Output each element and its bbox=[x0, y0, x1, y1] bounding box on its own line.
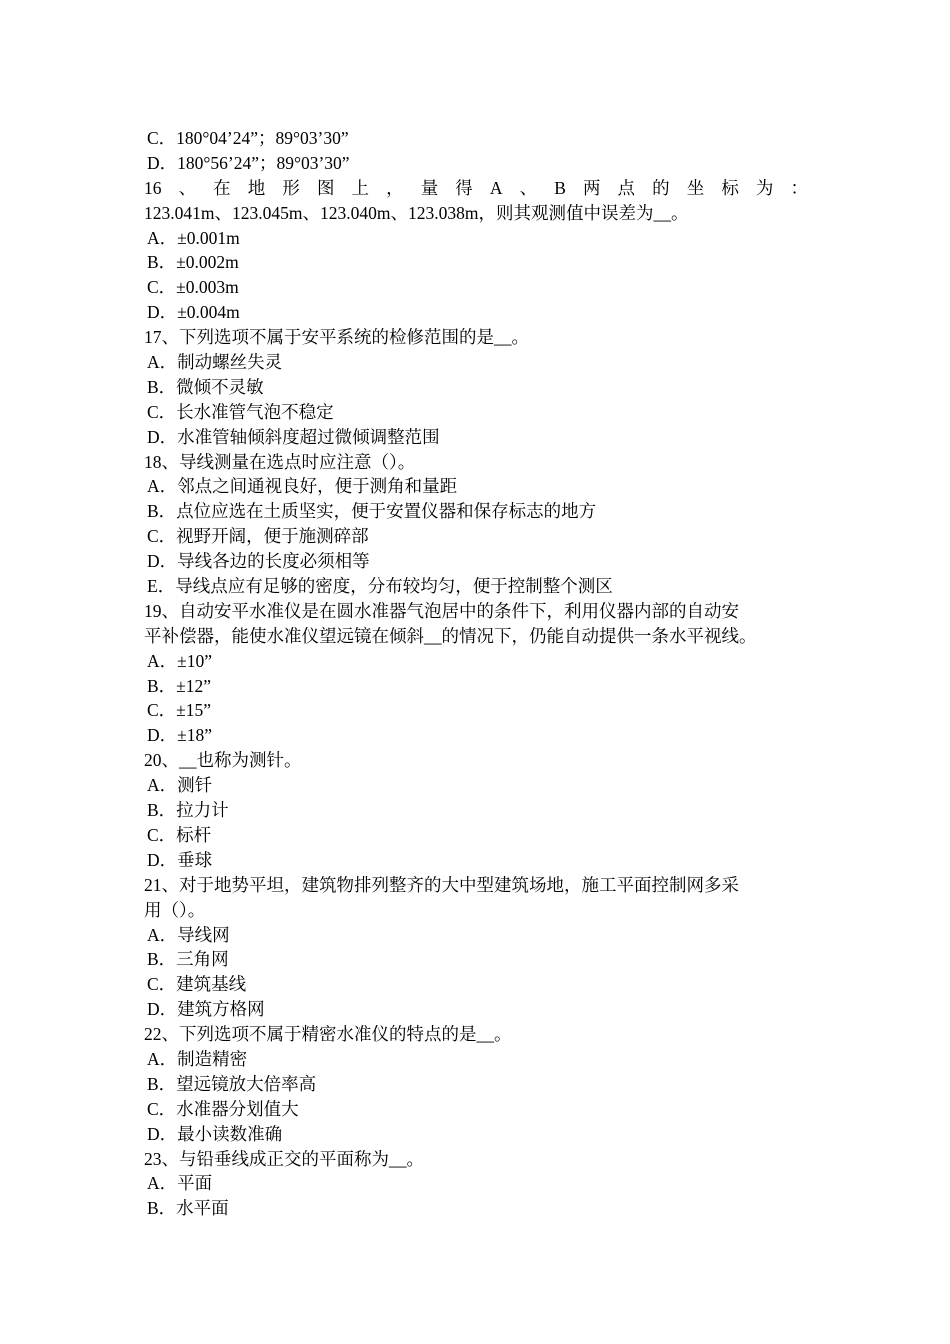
option-line: C．180°04’24”；89°03’30” bbox=[147, 128, 349, 148]
option-line: C．±15” bbox=[147, 700, 212, 721]
question-line: 用（）。 bbox=[144, 899, 206, 920]
option-line: A．平面 bbox=[147, 1173, 213, 1194]
option-line: B．望远镜放大倍率高 bbox=[147, 1073, 317, 1094]
option-line: C．标杆 bbox=[147, 824, 212, 845]
question-line: 平补偿器，能使水准仪望远镜在倾斜__的情况下，仍能自动提供一条水平视线。 bbox=[144, 625, 757, 646]
option-line: D．导线各边的长度必须相等 bbox=[147, 551, 370, 572]
option-line: D．建筑方格网 bbox=[147, 999, 265, 1020]
option-line: B．±12” bbox=[147, 675, 212, 696]
option-line: D．垂球 bbox=[147, 849, 213, 870]
option-line: A．制动螺丝失灵 bbox=[147, 352, 283, 373]
option-line: B．三角网 bbox=[147, 949, 229, 970]
option-line: E．导线点应有足够的密度，分布较均匀，便于控制整个测区 bbox=[147, 576, 613, 597]
option-line: C．长水准管气泡不稳定 bbox=[147, 401, 334, 422]
option-line: B．点位应选在土质坚实，便于安置仪器和保存标志的地方 bbox=[147, 501, 597, 522]
question-line: 22、下列选项不属于精密水准仪的特点的是__。 bbox=[144, 1024, 512, 1045]
option-line: A．±0.001m bbox=[147, 227, 240, 248]
option-line: B．微倾不灵敏 bbox=[147, 376, 264, 397]
option-line: A．制造精密 bbox=[147, 1048, 248, 1069]
option-line: C．视野开阔，便于施测碎部 bbox=[147, 526, 369, 547]
option-line: C．±0.003m bbox=[147, 277, 239, 298]
question-line: 123.041m、123.045m、123.040m、123.038m，则其观测值中误差为__。 bbox=[144, 202, 689, 223]
option-line: D．±18” bbox=[147, 725, 213, 746]
question-line: 21、对于地势平坦，建筑物排列整齐的大中型建筑场地，施工平面控制网多采 bbox=[144, 874, 739, 895]
question-line: 19、自动安平水准仪是在圆水准器气泡居中的条件下，利用仪器内部的自动安 bbox=[144, 600, 739, 621]
question-list bbox=[144, 126, 808, 1221]
option-line: B．拉力计 bbox=[147, 800, 229, 821]
question-line: 18、导线测量在选点时应注意（）。 bbox=[144, 451, 416, 472]
question-line: 20、__也称为测针。 bbox=[144, 750, 302, 771]
question-line: 23、与铅垂线成正交的平面称为__。 bbox=[144, 1148, 424, 1169]
option-line: D．±0.004m bbox=[147, 302, 240, 323]
option-line: B．±0.002m bbox=[147, 252, 239, 273]
option-line: C．建筑基线 bbox=[147, 974, 247, 995]
option-line: D．水准管轴倾斜度超过微倾调整范围 bbox=[147, 426, 440, 447]
option-line: A．导线网 bbox=[147, 924, 230, 945]
option-line: A．测钎 bbox=[147, 775, 213, 796]
question-line: 16、在地形图上，量得A、B两点的坐标为： bbox=[144, 177, 808, 198]
option-line: D．180°56’24”；89°03’30” bbox=[147, 152, 350, 173]
option-line: B．水平面 bbox=[147, 1198, 229, 1219]
option-line: A．±10” bbox=[147, 650, 213, 671]
option-line: A．邻点之间通视良好，便于测角和量距 bbox=[147, 476, 458, 497]
question-line: 17、下列选项不属于安平系统的检修范围的是__。 bbox=[144, 327, 529, 348]
option-line: D．最小读数准确 bbox=[147, 1123, 283, 1144]
option-line: C．水准器分划值大 bbox=[147, 1098, 299, 1119]
